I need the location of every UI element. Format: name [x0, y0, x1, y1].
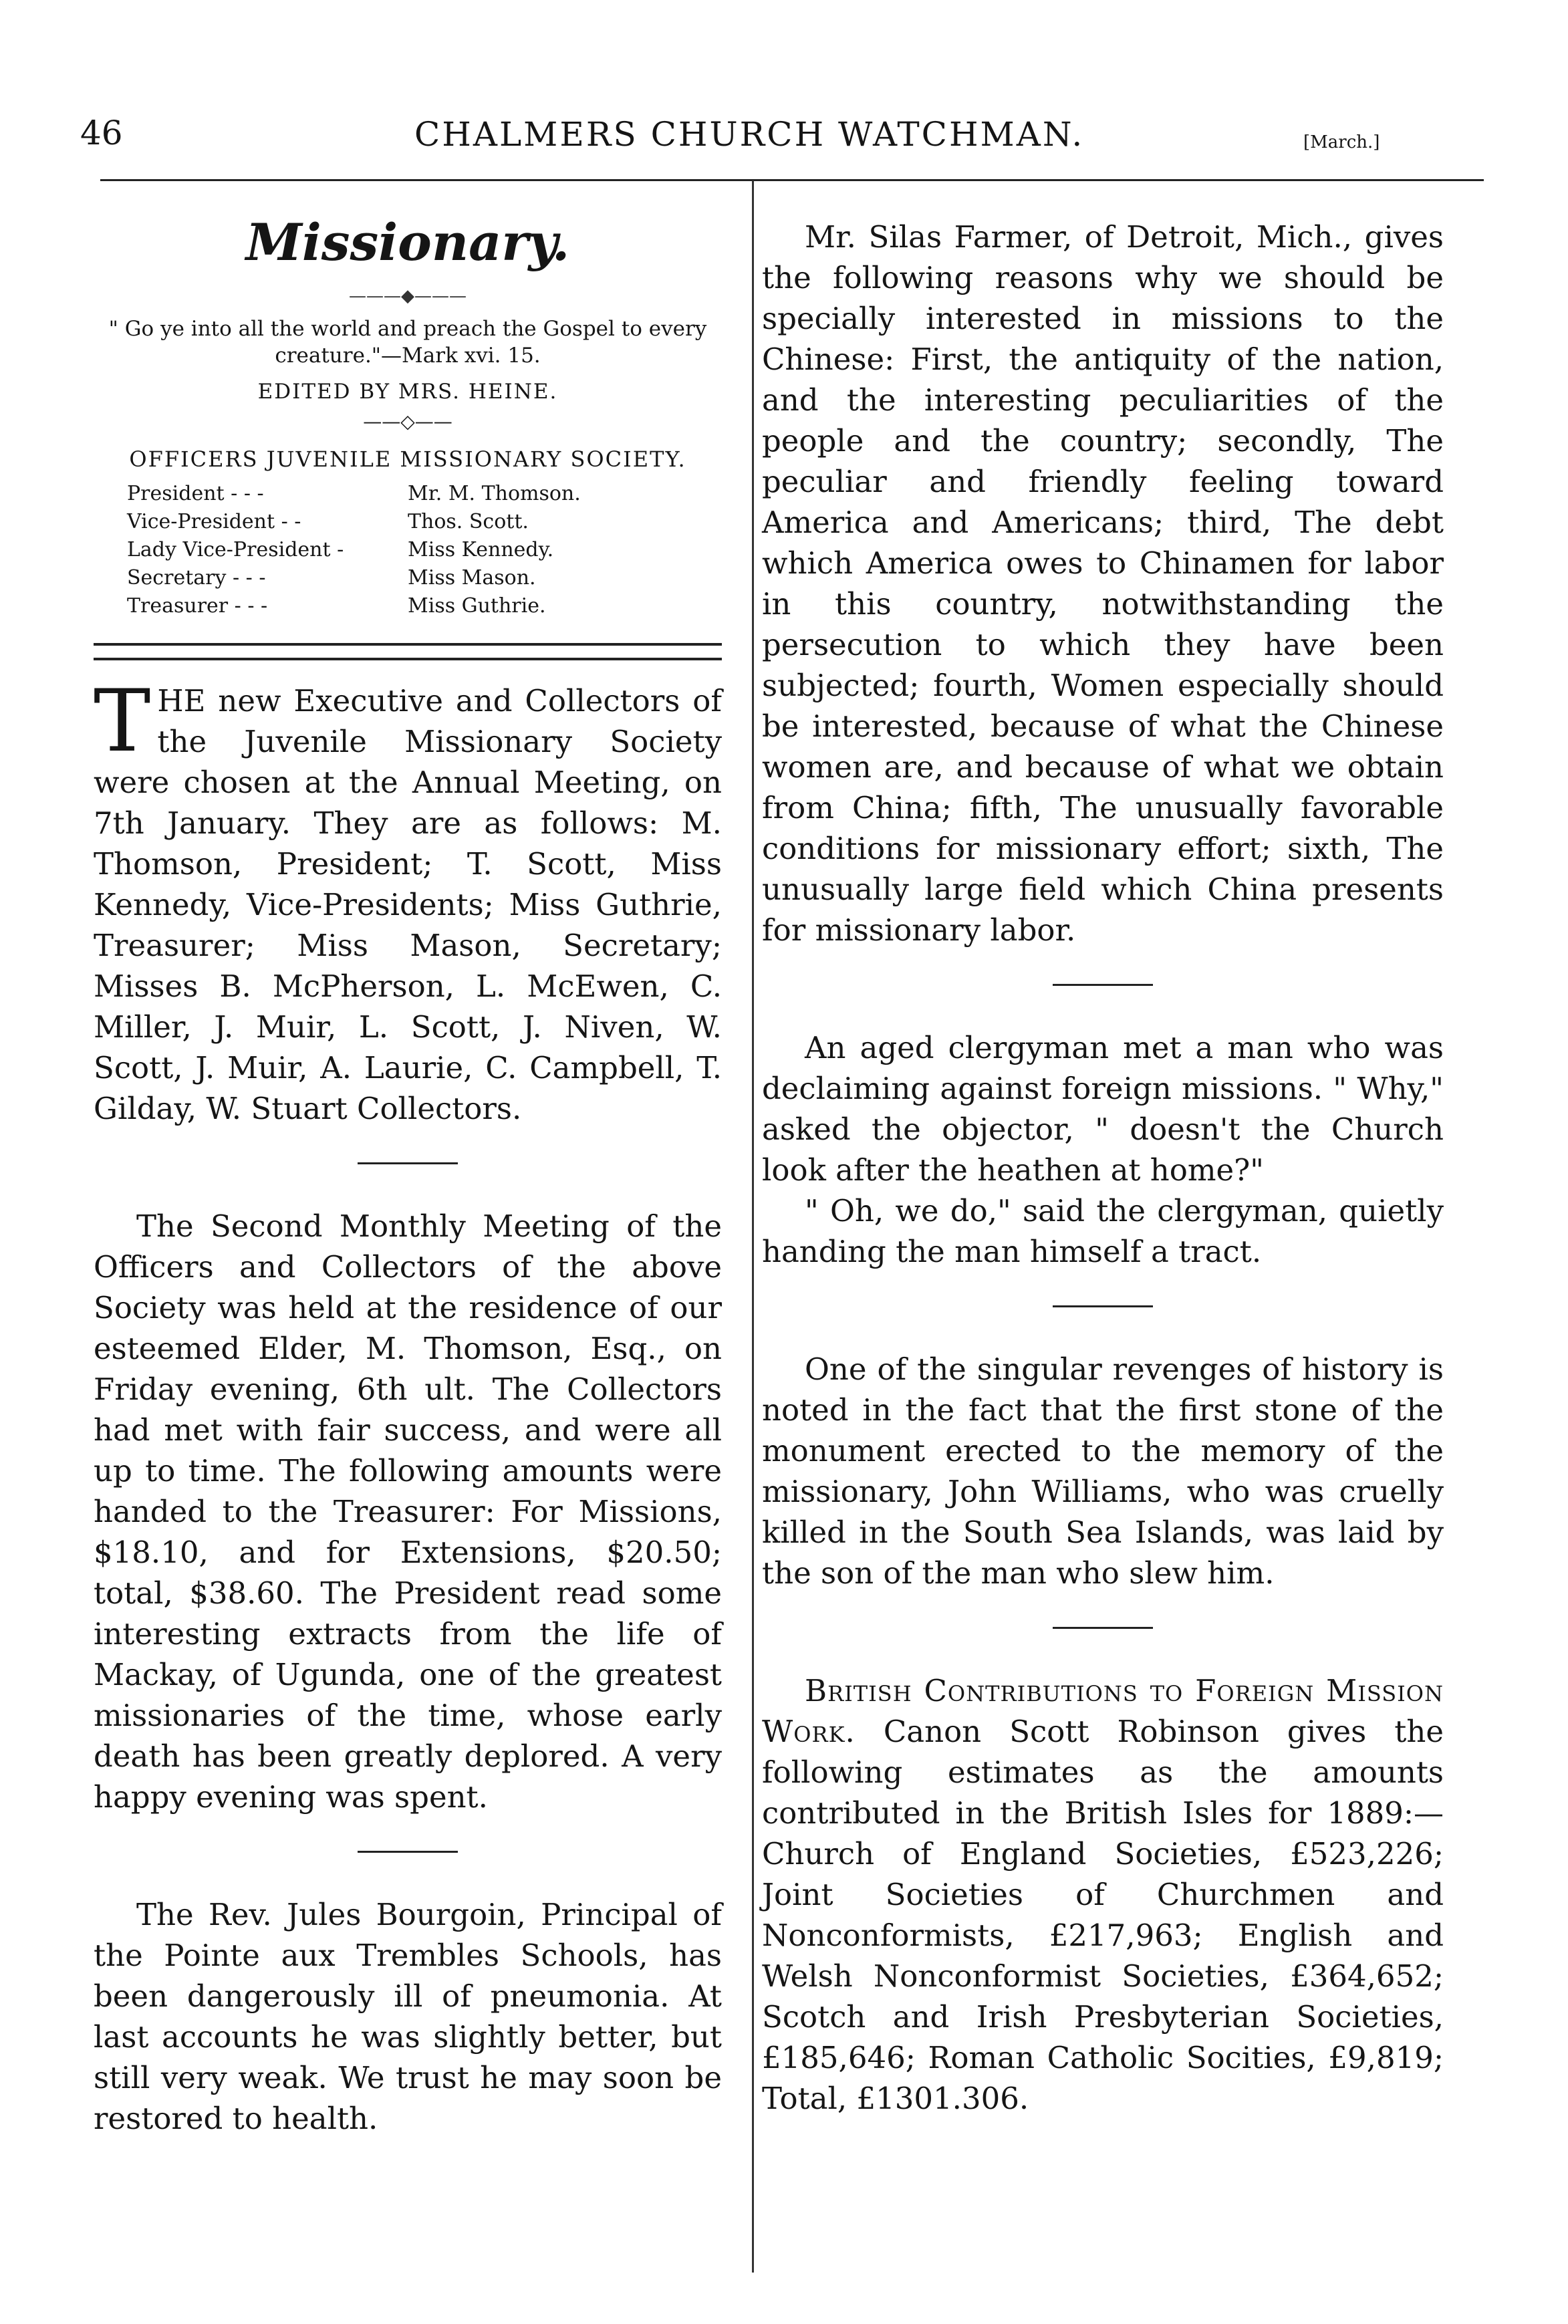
section-separator: [358, 1162, 458, 1164]
section-separator: [1053, 1305, 1153, 1307]
publication-title: CHALMERS CHURCH WATCHMAN.: [414, 115, 1085, 154]
paragraph-aged-clergyman: An aged clergyman met a man who was declaiming against foreign missions. " Why," asked the objector, " doesn't the Church look after the heathen at home?": [762, 1030, 1444, 1188]
officers-heading: OFFICERS JUVENILE MISSIONARY SOCIETY.: [129, 446, 686, 472]
epigraph: " Go ye into all the world and preach the Gospel to every creature."—Mark xvi. 15.: [108, 317, 707, 368]
section-separator: [358, 1851, 458, 1853]
double-rule: [94, 643, 722, 660]
paragraph-text: Canon Scott Robinson gives the following estimates as the amounts contributed in the British Isles for 1889:—Church of England Societies, £523,226; Joint Societies of Churchmen and Nonconformists, £217,963; English and Welsh Nonconformist Societies, £364,652; Scotch and Irish Presbyterian Societies, £185,646; Roman Catholic Socities, £9,819; Total, £1301.306.: [762, 1714, 1444, 2116]
paragraph-john-williams: One of the singular revenges of history is noted in the fact that the first stone of the monument erected to the memory of the missionary, John Williams, who was cruelly killed in the South Sea Islands, was laid by the son of the man who slew him.: [762, 1351, 1444, 1591]
column-divider: [752, 180, 754, 2273]
ornament-divider: ——◇——: [363, 410, 452, 432]
section-separator: [1053, 1627, 1153, 1629]
paragraph-british-contributions: [762, 1670, 1444, 2119]
ornament-divider: ———◆———: [349, 286, 467, 306]
officer-name: Miss Guthrie.: [408, 594, 546, 618]
paragraph-monthly-meeting: The Second Monthly Meeting of the Officers and Collectors of the above Society was held at the residence of our esteemed Elder, M. Thomson, Esq., on Friday evening, 6th ult. The Collectors had met with fair success, and were all up to time. The following amounts were handed to the Treasurer: For Missions, $18.10, and for Extensions, $20.50; total, $38.60. The President read some interesting extracts from the life of Mackay, of Ugunda, one of the greatest missionaries of the time, whose early death has been greatly deplored. A very happy evening was spent.: [94, 1208, 722, 1815]
officer-row: [127, 564, 722, 592]
officer-role: Lady Vice-President -: [127, 538, 344, 561]
editor-line: EDITED BY MRS. HEINE.: [257, 380, 558, 404]
officers-list: [127, 480, 722, 620]
officer-name: Miss Kennedy.: [408, 538, 554, 561]
officer-role: President - - -: [127, 482, 264, 505]
issue-month: [March.]: [1303, 132, 1380, 152]
paragraph-bourgoin: The Rev. Jules Bourgoin, Principal of the Pointe aux Trembles Schools, has been dangerously ill of pneumonia. At last accounts he was slightly better, but still very weak. We trust he may soon be restored to health.: [94, 1897, 722, 2136]
paragraph-text: HE new Executive and Collectors of the Juvenile Missionary Society were chosen at the Annual Meeting, on 7th January. They are as follows: M. Thomson, President; T. Scott, Miss Kennedy, Vice-Presidents; Miss Guthrie, Treasurer; Miss Mason, Secretary; Misses B. McPherson, L. McEwen, C. Miller, J. Muir, L. Scott, J. Niven, W. Scott, J. Muir, A. Laurie, C. Campbell, T. Gilday, W. Stuart Collectors.: [94, 683, 722, 1126]
paragraph-clergyman-reply: " Oh, we do," said the clergyman, quietly handing the man himself a tract.: [762, 1193, 1444, 1269]
officer-name: Thos. Scott.: [408, 510, 529, 533]
officer-name: Miss Mason.: [408, 566, 536, 590]
officer-role: Secretary - - -: [127, 566, 266, 590]
officer-row: [127, 592, 722, 620]
officer-role: Treasurer - - -: [127, 594, 268, 618]
paragraph-executive: [94, 672, 722, 1129]
left-column: [94, 201, 722, 2169]
officer-row: [127, 536, 722, 564]
officer-row: [127, 508, 722, 536]
right-column: [762, 201, 1444, 2149]
paragraph-chinese-missions: Mr. Silas Farmer, of Detroit, Mich., gives the following reasons why we should be specially interested in missions to the Chinese: First, the antiquity of the nation, and the interesting peculiarities of the people and the country; secondly, The peculiar and friendly feeling toward America and Americans; third, The debt which America owes to Chinamen for labor in this country, notwithstanding the persecution to which they have been subjected; fourth, Women especially should be interested, because of what the Chinese women are, and because of what we obtain from China; fifth, The unusually favorable conditions for missionary effort; sixth, The unusually large field which China presents for missionary labor.: [762, 219, 1444, 948]
paragraph-heading: British Contributions to Foreign Mission Work.: [762, 1673, 1444, 1749]
drop-cap: T: [94, 672, 151, 771]
section-title: Missionary.: [245, 213, 570, 272]
officer-name: Mr. M. Thomson.: [408, 482, 581, 505]
officer-role: Vice-President - -: [127, 510, 301, 533]
page-number: 46: [80, 114, 123, 152]
officer-row: [127, 480, 722, 508]
header-rule: [100, 179, 1484, 181]
section-separator: [1053, 984, 1153, 986]
